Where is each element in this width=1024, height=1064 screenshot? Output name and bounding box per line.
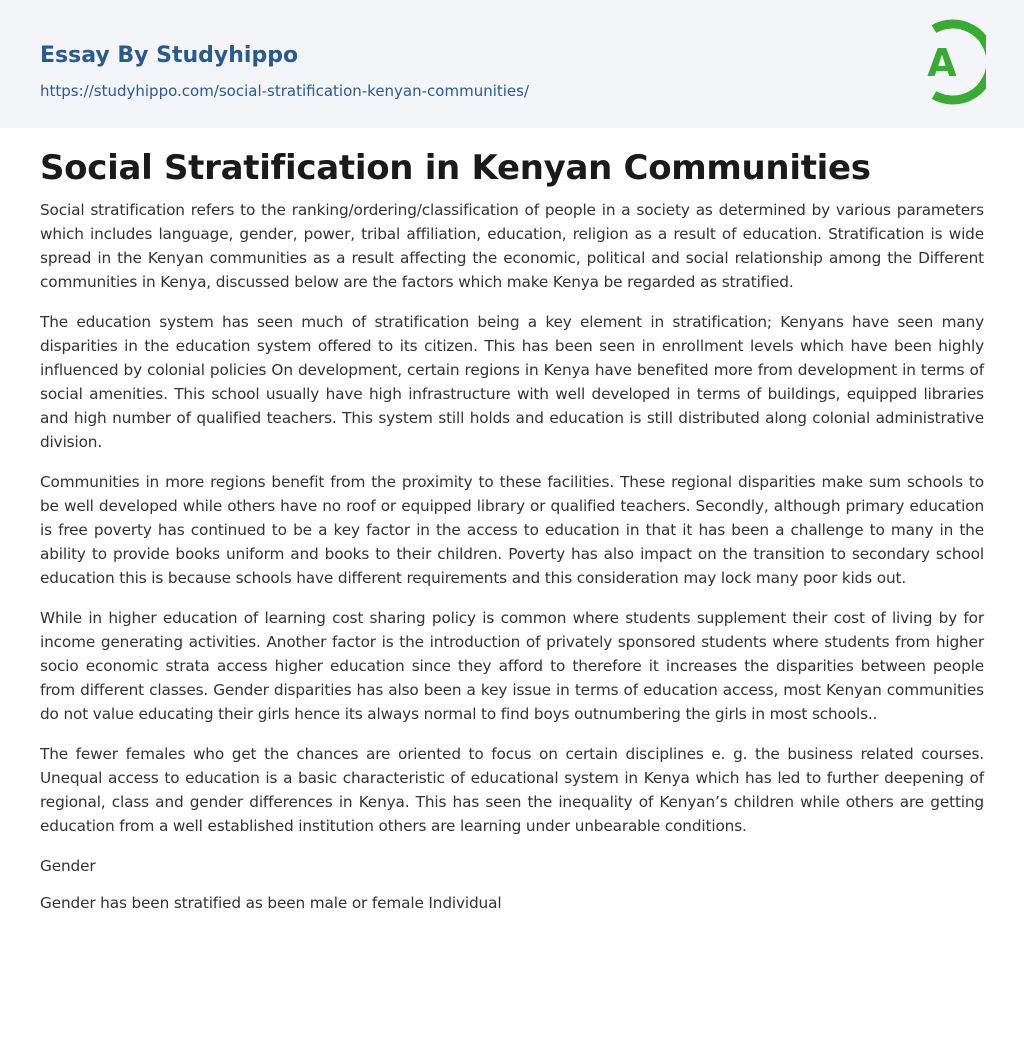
site-brand[interactable]: Essay By Studyhippo	[40, 43, 299, 68]
site-header	[0, 0, 1024, 128]
logo-letter: A	[927, 41, 957, 85]
article-url-link[interactable]: https://studyhippo.com/social-stratification-kenyan-communities/	[40, 82, 530, 100]
article-paragraph: While in higher education of learning cost sharing policy is common where students supplement their cost of living by for income generating activities. Another factor is the introduction of privately sponsored students where students from higher socio economic strata access higher education since they afford to therefore it increases the disparities between people from different classes. Gender disparities has also been a key issue in terms of education access, most Kenyan communities do not value educating their girls hence its always normal to find boys outnumbering the girls in most schools..	[40, 609, 984, 723]
article-paragraph: Communities in more regions benefit from the proximity to these facilities. These regional disparities make sum schools to be well developed while others have no roof or equipped library or qualified teachers. Secondly, although primary education is free poverty has continued to be a key factor in the access to education in that it has been a challenge to many in the ability to provide books uniform and books to their children. Poverty has also impact on the transition to secondary school education this is because schools have different requirements and this consideration may lock many poor kids out.	[40, 473, 984, 587]
section-heading-gender: Gender	[40, 857, 96, 875]
article-paragraph: The education system has seen much of stratification being a key element in stratification; Kenyans have seen many disparities in the education system offered to its citizen. This has been seen in enrollment levels which have been highly influenced by colonial policies On development, certain regions in Kenya have benefited more from development in terms of social amenities. This school usually have high infrastructure with well developed in terms of buildings, equipped libraries and high number of qualified teachers. This system still holds and education is still distributed along colonial administrative division.	[40, 313, 984, 451]
article-paragraph: The fewer females who get the chances are oriented to focus on certain disciplines e. g. the business related courses. Unequal access to education is a basic characteristic of educational system in Kenya which has led to further deepening of regional, class and gender differences in Kenya. This has seen the inequality of Kenyan’s children while others are getting education from a well established institution others are learning under unbearable conditions.	[40, 745, 984, 835]
article-title: Social Stratification in Kenyan Communities	[40, 148, 871, 188]
article-paragraph: Social stratification refers to the ranking/ordering/classification of people in a society as determined by various parameters which includes language, gender, power, tribal affiliation, education, religion as a result of education. Stratification is wide spread in the Kenyan communities as a result affecting the economic, political and social relationship among the Different communities in Kenya, discussed below are the factors which make Kenya be regarded as stratified.	[40, 201, 984, 291]
article-body	[0, 148, 1024, 915]
studyhippo-logo-icon[interactable]	[916, 19, 986, 105]
article-paragraph: Gender has been stratified as been male or female Individual	[40, 894, 502, 912]
